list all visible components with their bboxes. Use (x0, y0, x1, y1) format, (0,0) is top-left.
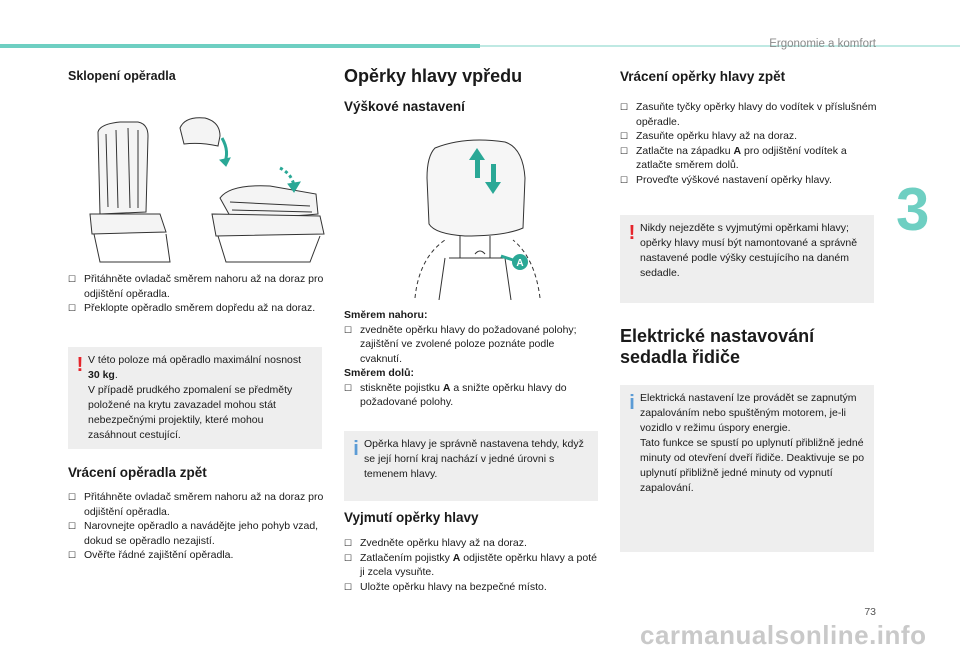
height-instructions: Směrem nahoru: ☐ zvedněte opěrku hlavy do požadované polohy; zajištění ve zvolené poloze poznáte podle cvaknutí. Směrem dolů: ☐ stiskněte pojistku A a snižte opěrku hlavy do požadované polohy. (344, 308, 599, 410)
chapter-number: 3 (896, 176, 930, 243)
headrest-illustration (405, 128, 550, 300)
list-item: ☐ Překlopte opěradlo směrem dopředu až na doraz. (68, 301, 326, 316)
list-item: ☐ Přitáhněte ovladač směrem nahoru až na doraz pro odjištění opěradla. (68, 272, 326, 301)
down-list (344, 381, 599, 410)
warning-icon: ! (76, 354, 84, 376)
info-box-headrest (344, 431, 598, 501)
heading-headrest-removal: Vyjmutí opěrky hlavy (344, 510, 479, 525)
header-accent-bar (0, 44, 480, 48)
page-number: 73 (864, 606, 876, 618)
info-text: Opěrka hlavy je správně nastavena tehdy, když se její horní kraj nachází v jedné úrovni s temenem hlavy. (364, 438, 584, 480)
list-item: ☐ Proveďte výškové nastavení opěrky hlavy. (620, 173, 878, 188)
warning-text: V této poloze má opěradlo maximální nosnost 30 kg. V případě prudkého zpomalení se předměty položené na krytu zavazadel mohou stát nebezpečnými projektily, které mohou zasáhnout cestující. (88, 354, 302, 441)
section-title: Ergonomie a komfort (769, 38, 876, 50)
warning-text: Nikdy nejezděte s vyjmutými opěrkami hlavy; opěrky hlavy musí být namontované a správně nastavené podle výšky cestujícího na daném sedadle. (640, 222, 858, 279)
list-item: ☐ Uložte opěrku hlavy na bezpečné místo. (344, 580, 602, 595)
heading-backrest-return: Vrácení opěradla zpět (68, 465, 207, 480)
list-item: ☐ Zatlačte na západku A pro odjištění vodítek a zatlačte směrem dolů. (620, 144, 878, 173)
headrest-return-list (620, 100, 878, 187)
list-item: ☐ Zasuňte opěrku hlavy až na doraz. (620, 129, 878, 144)
list-item: ☐ Zatlačením pojistky A odjistěte opěrku hlavy a poté ji zcela vysuňte. (344, 551, 602, 580)
warning-box-headrest (620, 215, 874, 303)
heading-height-adjust: Výškové nastavení (344, 99, 465, 114)
list-item: ☐ zvedněte opěrku hlavy do požadované polohy; zajištění ve zvolené poloze poznáte podle cvaknutí. (344, 323, 599, 367)
fold-steps-list (68, 272, 326, 316)
info-box-electric (620, 385, 874, 552)
warning-box-load (68, 347, 322, 449)
list-item: ☐ Zasuňte tyčky opěrky hlavy do vodítek v příslušném opěradle. (620, 100, 878, 129)
heading-electric-seat: Elektrické nastavování sedadla řidiče (620, 326, 815, 367)
removal-steps-list (344, 536, 602, 594)
list-item: ☐ stiskněte pojistku A a snižte opěrku hlavy do požadované polohy. (344, 381, 599, 410)
header-accent-bar-light (480, 45, 960, 47)
list-item: ☐ Ověřte řádné zajištění opěradla. (68, 548, 328, 563)
info-icon: i (629, 392, 635, 414)
page-title-headrests: Opěrky hlavy vpředu (344, 66, 523, 86)
warning-icon: ! (628, 222, 636, 244)
seat-fold-illustration (80, 102, 332, 267)
list-item: ☐ Narovnejte opěradlo a navádějte jeho pohyb vzad, dokud se opěradlo nezajistí. (68, 519, 328, 548)
heading-headrest-return: Vrácení opěrky hlavy zpět (620, 69, 786, 84)
up-list (344, 323, 599, 367)
heading-backrest-fold: Sklopení opěradla (68, 69, 176, 83)
watermark: carmanualsonline.info (640, 620, 927, 650)
list-item: ☐ Zvedněte opěrku hlavy až na doraz. (344, 536, 602, 551)
return-steps-list (68, 490, 328, 563)
info-text: Elektrická nastavení lze provádět se zapnutým zapalováním nebo spuštěným motorem, je-li vozidlo v režimu úspory energie. Tato funkce se spustí po uplynutí přibližně jedné minuty od otevření dveří řidiče. Deaktivuje se po uplynutí přibližně jedné minuty od vypnutí zapalování. (640, 392, 865, 494)
info-icon: i (353, 438, 359, 460)
callout-label: A (516, 258, 524, 269)
list-item: ☐ Přitáhněte ovladač směrem nahoru až na doraz pro odjištění opěradla. (68, 490, 328, 519)
